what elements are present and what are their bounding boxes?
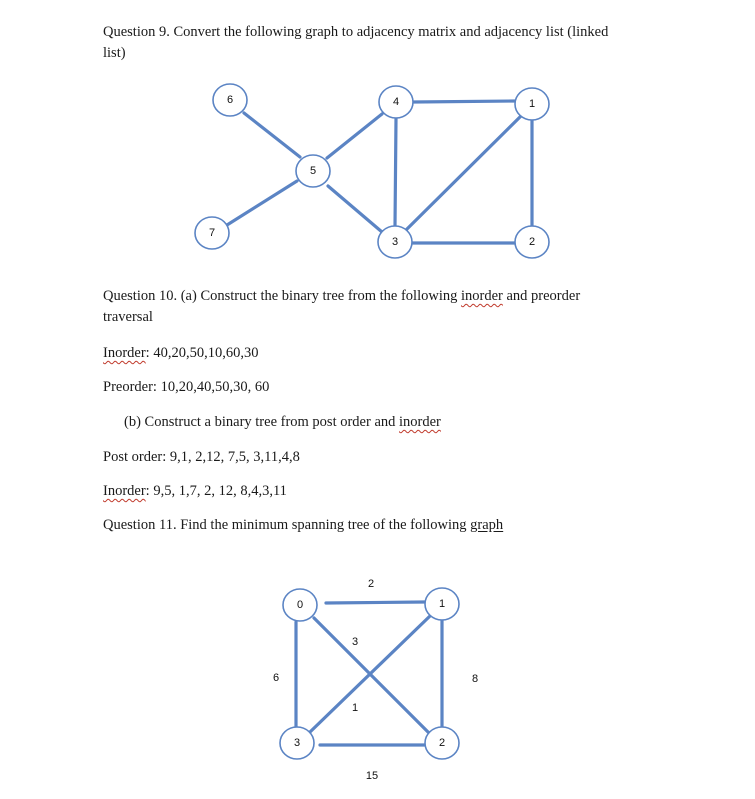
q10-inorder-a-values: : 40,20,50,10,60,30 (145, 345, 259, 361)
q10-line1-post: and preorder (502, 288, 581, 304)
q10-line2: traversal (103, 309, 153, 325)
node-1b-label: 1 (438, 598, 446, 610)
q10-part-b-pre: (b) Construct a binary tree from post order and (124, 414, 400, 430)
q10-inorder-b-label: Inorder (103, 483, 146, 499)
node-3-label: 3 (391, 236, 399, 248)
node-4-label: 4 (392, 96, 400, 108)
q9-line1: Question 9. Convert the following graph to adjacency matrix and adjacency list (linked (103, 24, 609, 40)
q11-line-word: graph (470, 517, 504, 533)
node-1-label: 1 (528, 98, 536, 110)
weight-1-2: 8 (471, 673, 479, 685)
q10-line1-pre: Question 10. (a) Construct the binary tree from the following (103, 288, 461, 304)
weight-3-2: 15 (365, 770, 379, 782)
weight-0-3: 6 (272, 672, 280, 684)
q10-inorder-b-values: : 9,5, 1,7, 2, 12, 8,4,3,11 (145, 483, 287, 499)
node-0 (283, 589, 317, 621)
edge-0-1 (326, 602, 424, 603)
node-5-label: 5 (309, 165, 317, 177)
node-3b-label: 3 (293, 737, 301, 749)
weight-3-1: 1 (351, 702, 359, 714)
node-2b-label: 2 (438, 737, 446, 749)
node-2b (425, 727, 459, 759)
node-1b (425, 588, 459, 620)
node-7-label: 7 (208, 227, 216, 239)
q11-line-pre: Question 11. Find the minimum spanning tree of the following (103, 517, 471, 533)
q10-inorder-a-label: Inorder (103, 345, 146, 361)
node-6-label: 6 (226, 94, 234, 106)
node-0-label: 0 (296, 599, 304, 611)
q9-line2: list) (103, 45, 126, 61)
weight-0-1: 2 (367, 578, 375, 590)
weight-0-2: 3 (351, 636, 359, 648)
q10-part-b-word: inorder (399, 414, 441, 430)
q10-preorder-a: Preorder: 10,20,40,50,30, 60 (103, 379, 270, 395)
q10-line1-word: inorder (460, 288, 503, 304)
node-3b (280, 727, 314, 759)
node-2-label: 2 (528, 236, 536, 248)
q10-postorder-b: Post order: 9,1, 2,12, 7,5, 3,11,4,8 (103, 449, 300, 465)
